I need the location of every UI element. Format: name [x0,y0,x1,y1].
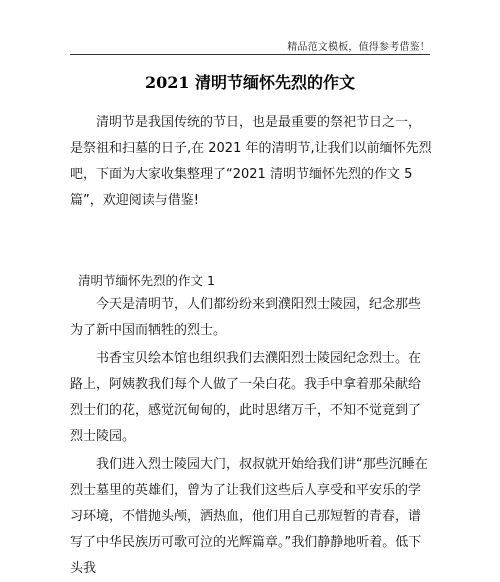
article-body [70,292,432,582]
header-divider [70,54,430,55]
article-paragraph-1: 今天是清明节，人们都纷纷来到濮阳烈士陵园，纪念那些为了新中国而牺牲的烈士。 [70,297,422,338]
intro-block [70,110,432,214]
header-note: 精品范文模板，值得参考借鉴！ [287,42,430,53]
intro-paragraph: 清明节是我国传统的节日，也是最重要的祭祀节日之一，是祭祖和扫墓的日子,在 2021 年的清明节,让我们以前缅怀先烈吧，下面为大家收集整理了“2021 清明节缅怀先烈的作文 5 篇”，欢迎阅读与借鉴! [70,115,432,208]
article-paragraph-2: 书香宝贝绘本馆也组织我们去濮阳烈士陵园纪念烈士。在路上，阿姨教我们每个人做了一朵白花。我手中拿着那朵献给烈士们的花，感觉沉甸甸的，此时思绪万千，不知不觉竟到了烈士陵园。 [70,351,422,444]
section-title: 清明节缅怀先烈的作文 1 [78,273,215,288]
page-title: 2021 清明节缅怀先烈的作文 [144,73,356,92]
article-paragraph-3: 我们进入烈士陵园大门，叔叔就开始给我们讲“那些沉睡在烈士墓里的英雄们，曾为了让我们这些后人享受和平安乐的学习环境，不惜抛头颅，洒热血，他们用自己那短暂的青春，谱写了中华民族历可歌可泣的光辉篇章。”我们静静地听着。低下头我 [70,457,428,576]
